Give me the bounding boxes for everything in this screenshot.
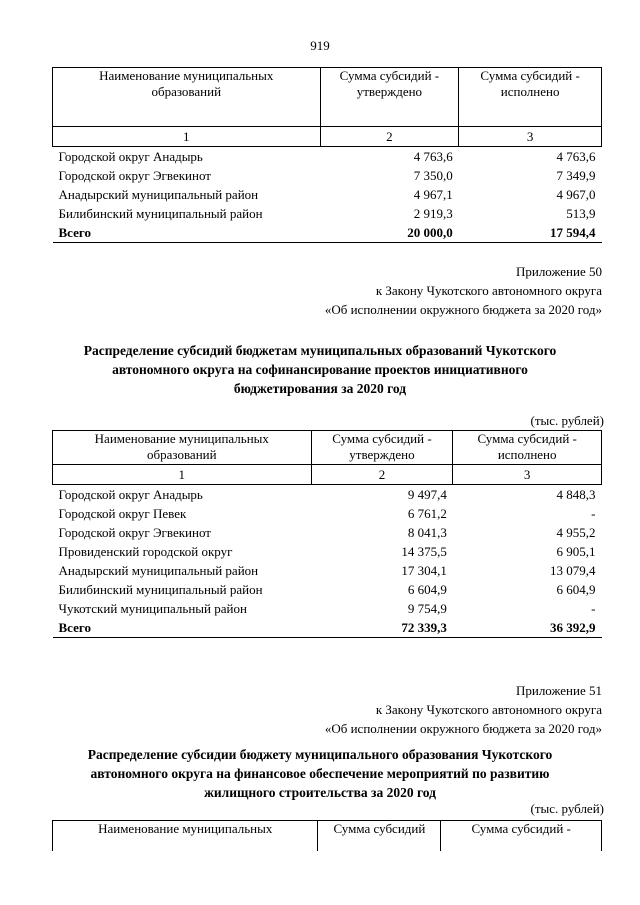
approved-value: 7 350,0: [413, 168, 453, 183]
total-executed: 17 594,4: [459, 223, 602, 243]
total-approved: 20 000,0: [320, 223, 459, 243]
approved-value: 2 919,3: [413, 206, 453, 221]
appendix-law: к Закону Чукотского автономного округа: [375, 283, 602, 298]
col-number: 2: [311, 465, 453, 485]
approved-value: 17 304,1: [401, 563, 447, 578]
municipality-name: Городской округ Эгвекинот: [58, 168, 211, 183]
municipality-name: Городской округ Эгвекинот: [58, 525, 211, 540]
appendix-law-name: «Об исполнении окружного бюджета за 2020 год»: [324, 302, 602, 317]
table-1: [52, 67, 602, 243]
unit-label: (тыс. рублей): [530, 413, 604, 428]
appendix-50-header: [325, 262, 602, 319]
table-row: [53, 542, 602, 561]
approved-value: 6 761,2: [407, 506, 447, 521]
header-col-1: Наименование муниципальных образований: [53, 68, 321, 127]
table-2-col-numbers: [53, 465, 602, 485]
appendix-title: Приложение 50: [515, 264, 602, 279]
approved-value: 6 604,9: [407, 582, 447, 597]
header-col-2: Сумма субсидий - утверждено: [320, 68, 459, 127]
appendix-law: к Закону Чукотского автономного округа: [375, 702, 602, 717]
approved-value: 4 967,1: [413, 187, 453, 202]
approved-value: 4 763,6: [413, 149, 453, 164]
executed-value: -: [591, 601, 596, 616]
table-row: [53, 523, 602, 542]
table-total-row: [53, 223, 602, 243]
table-3-header: [53, 821, 602, 852]
header-col-2: Сумма субсидий - утверждено: [311, 431, 453, 465]
header-col-3: Сумма субсидий - исполнено: [453, 431, 602, 465]
appendix-51-header: [325, 681, 602, 738]
executed-value: 4 848,3: [556, 487, 596, 502]
total-label: Всего: [53, 223, 321, 243]
col-number: 1: [53, 465, 312, 485]
executed-value: 6 905,1: [556, 544, 596, 559]
header-col-1: Наименование муниципальных: [53, 821, 318, 852]
municipality-name: Провиденский городской округ: [58, 544, 233, 559]
header-col-1: Наименование муниципальных образований: [53, 431, 312, 465]
table-row: [53, 485, 602, 505]
table-total-row: [53, 618, 602, 638]
municipality-name: Городской округ Анадырь: [58, 149, 203, 164]
executed-value: 7 349,9: [556, 168, 596, 183]
approved-value: 14 375,5: [401, 544, 447, 559]
municipality-name: Билибинский муниципальный район: [58, 206, 263, 221]
header-col-3: Сумма субсидий -: [441, 821, 602, 852]
total-executed: 36 392,9: [453, 618, 602, 638]
appendix-50-title: Распределение субсидий бюджетам муниципальных образований Чукотского автономного округа на софинансирование проектов инициативного бюджетирования за 2020 год: [83, 343, 557, 396]
table-row: [53, 147, 602, 167]
total-label: Всего: [53, 618, 312, 638]
header-col-3: Сумма субсидий - исполнено: [459, 68, 602, 127]
approved-value: 8 041,3: [407, 525, 447, 540]
total-approved: 72 339,3: [311, 618, 453, 638]
executed-value: 6 604,9: [556, 582, 596, 597]
municipality-name: Городской округ Певек: [58, 506, 187, 521]
col-number: 3: [453, 465, 602, 485]
table-row: [53, 561, 602, 580]
municipality-name: Анадырский муниципальный район: [58, 187, 259, 202]
executed-value: 4 955,2: [556, 525, 596, 540]
table-1-col-numbers: [53, 127, 602, 147]
table-row: [53, 166, 602, 185]
col-number: 2: [320, 127, 459, 147]
appendix-51-title: Распределение субсидии бюджету муниципального образования Чукотского автономного округа на финансовое обеспечение мероприятий по развитию жилищного строительства за 2020 год: [87, 747, 553, 800]
municipality-name: Чукотский муниципальный район: [58, 601, 247, 616]
header-col-2: Сумма субсидий: [318, 821, 441, 852]
municipality-name: Анадырский муниципальный район: [58, 563, 259, 578]
appendix-law-name: «Об исполнении окружного бюджета за 2020 год»: [324, 721, 602, 736]
table-row: [53, 599, 602, 618]
executed-value: 13 079,4: [550, 563, 596, 578]
table-row: [53, 504, 602, 523]
table-2: [52, 430, 602, 638]
executed-value: 4 763,6: [556, 149, 596, 164]
unit-label: (тыс. рублей): [530, 801, 604, 816]
municipality-name: Билибинский муниципальный район: [58, 582, 263, 597]
approved-value: 9 497,4: [407, 487, 447, 502]
executed-value: -: [591, 506, 596, 521]
table-2-header: [53, 431, 602, 465]
page-number: 919: [310, 38, 330, 53]
executed-value: 513,9: [566, 206, 596, 221]
municipality-name: Городской округ Анадырь: [58, 487, 203, 502]
table-row: [53, 580, 602, 599]
appendix-title: Приложение 51: [515, 683, 602, 698]
col-number: 3: [459, 127, 602, 147]
executed-value: 4 967,0: [556, 187, 596, 202]
table-row: [53, 204, 602, 223]
table-row: [53, 185, 602, 204]
table-1-header: [53, 68, 602, 127]
col-number: 1: [53, 127, 321, 147]
approved-value: 9 754,9: [407, 601, 447, 616]
table-3: [52, 820, 602, 851]
